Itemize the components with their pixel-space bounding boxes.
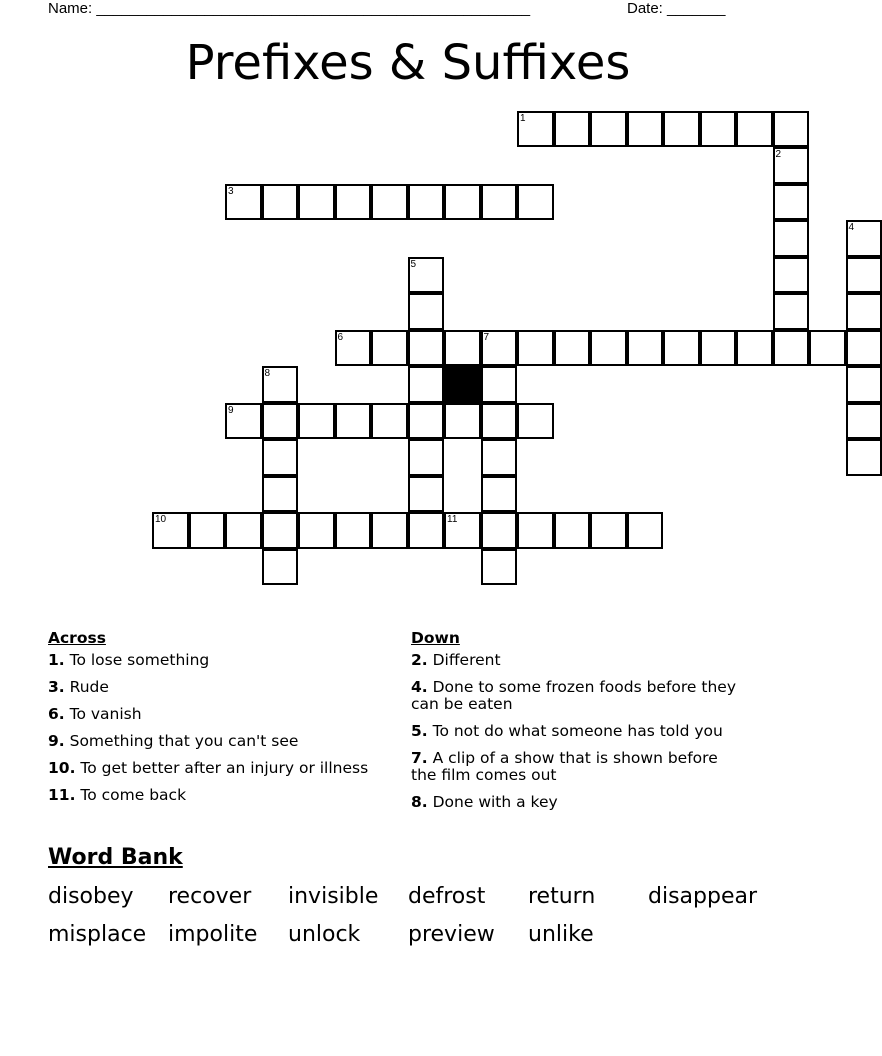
grid-cell[interactable] [627,111,664,148]
grid-cell[interactable] [262,403,299,440]
grid-cell[interactable] [700,111,737,148]
grid-cell[interactable] [408,439,445,476]
clue-number-label: 10. [48,759,76,777]
clue-number: 6 [337,331,344,343]
grid-cell[interactable] [481,439,518,476]
clue-item [48,652,378,669]
grid-cell[interactable] [627,330,664,367]
grid-cell[interactable] [736,111,773,148]
word-bank-title: Word Bank [48,845,183,870]
grid-cell[interactable] [371,403,408,440]
clue-text: A clip of a show that is shown before the film comes out [411,749,718,784]
grid-cell[interactable] [773,257,810,294]
clue-number-label: 6. [48,705,65,723]
grid-cell[interactable] [590,111,627,148]
down-clues [411,630,741,821]
down-heading: Down [411,629,460,647]
clue-text: Different [427,651,501,669]
clue-number-label: 3. [48,678,65,696]
clue-item [48,733,378,750]
grid-cell[interactable] [846,220,882,257]
grid-cell[interactable] [408,330,445,367]
grid-cell[interactable] [627,512,664,549]
grid-cell[interactable] [481,330,518,367]
word-bank-word: disappear [648,884,758,909]
grid-cell[interactable] [371,184,408,221]
word-bank-word: unlock [288,922,361,947]
grid-cell[interactable] [262,439,299,476]
grid-cell[interactable] [262,366,299,403]
grid-cell[interactable] [700,330,737,367]
clue-item [411,794,741,811]
clue-number: 8 [264,368,271,379]
name-field: Name: ____________________________________________________ [48,0,531,17]
grid-cell[interactable] [262,184,299,221]
grid-cell[interactable] [773,111,810,148]
across-clues [48,630,378,814]
black-square [444,366,481,403]
grid-cell[interactable] [846,330,882,367]
grid-cell[interactable] [408,293,445,330]
clue-number-label: 9. [48,732,65,750]
clue-number-label: 8. [411,793,428,811]
grid-cell[interactable] [773,330,810,367]
grid-cell[interactable] [371,330,408,367]
word-bank-word: invisible [288,884,379,909]
grid-cell[interactable] [298,403,335,440]
clue-text: Done to some frozen foods before they can be eaten [411,678,737,713]
grid-cell[interactable] [444,403,481,440]
clue-number: 4 [848,222,855,233]
grid-cell[interactable] [517,403,554,440]
grid-cell[interactable] [408,476,445,513]
grid-cell[interactable] [809,330,846,367]
grid-cell[interactable] [590,512,627,549]
grid-cell[interactable] [517,512,554,549]
clue-number: 2 [775,149,782,160]
grid-cell[interactable] [481,512,518,549]
grid-cell[interactable] [773,184,810,221]
grid-cell[interactable] [481,184,518,221]
grid-cell[interactable] [554,111,591,148]
clue-item [48,760,378,777]
grid-cell[interactable] [262,549,299,586]
grid-cell[interactable] [517,184,554,221]
clue-text: Something that you can't see [64,732,299,750]
grid-cell[interactable] [408,403,445,440]
clue-item [48,706,378,723]
grid-cell[interactable] [773,147,810,184]
clue-number: 11 [447,514,458,525]
clue-number: 7 [483,331,490,343]
grid-cell[interactable] [298,512,335,549]
word-bank-word: disobey [48,884,134,909]
grid-cell[interactable] [773,220,810,257]
grid-cell[interactable] [590,330,627,367]
clue-number: 5 [410,258,417,270]
clue-item [411,679,741,713]
grid-cell[interactable] [335,330,372,367]
word-bank-word: impolite [168,922,258,947]
grid-cell[interactable] [846,257,882,294]
clue-number: 9 [228,404,234,416]
word-bank-word: unlike [528,922,594,947]
grid-cell[interactable] [444,184,481,221]
clue-text: To get better after an injury or illness [75,759,369,777]
clue-text: Rude [64,678,109,696]
date-field: Date: _______ [627,0,726,17]
grid-cell[interactable] [298,184,335,221]
clue-item [411,750,741,784]
clue-number-label: 1. [48,651,65,669]
grid-cell[interactable] [225,512,262,549]
clue-number-label: 5. [411,722,428,740]
clue-text: To come back [75,786,187,804]
grid-cell[interactable] [846,403,882,440]
clue-item [411,723,741,740]
word-bank-word: return [528,884,596,909]
grid-cell[interactable] [189,512,226,549]
clue-number-label: 4. [411,678,428,696]
word-bank-word: recover [168,884,252,909]
grid-cell[interactable] [846,293,882,330]
grid-cell[interactable] [444,512,481,549]
word-bank-word: preview [408,922,495,947]
grid-cell[interactable] [225,184,262,221]
grid-cell[interactable] [663,330,700,367]
grid-cell[interactable] [152,512,189,549]
grid-cell[interactable] [481,476,518,513]
clue-number-label: 2. [411,651,428,669]
clue-item [411,652,741,669]
word-bank-word: defrost [408,884,486,909]
grid-cell[interactable] [408,512,445,549]
word-bank-word: misplace [48,922,147,947]
grid-cell[interactable] [736,330,773,367]
page-title: Prefixes & Suffixes [185,35,631,91]
grid-cell[interactable] [481,549,518,586]
grid-cell[interactable] [517,330,554,367]
clue-number-label: 11. [48,786,76,804]
grid-cell[interactable] [408,366,445,403]
grid-cell[interactable] [554,512,591,549]
clue-item [48,679,378,696]
clue-text: To not do what someone has told you [427,722,723,740]
grid-cell[interactable] [335,184,372,221]
clue-text: To lose something [64,651,210,669]
clue-number-label: 7. [411,749,428,767]
clue-number: 10 [155,514,167,525]
grid-cell[interactable] [335,512,372,549]
grid-cell[interactable] [773,293,810,330]
grid-cell[interactable] [517,111,554,148]
grid-cell[interactable] [371,512,408,549]
grid-cell[interactable] [262,476,299,513]
grid-cell[interactable] [408,257,445,294]
grid-cell[interactable] [225,403,262,440]
grid-cell[interactable] [846,439,882,476]
clue-text: Done with a key [427,793,558,811]
clue-item [48,787,378,804]
grid-cell[interactable] [846,366,882,403]
grid-cell[interactable] [408,184,445,221]
grid-cell[interactable] [554,330,591,367]
grid-cell[interactable] [444,330,481,367]
grid-cell[interactable] [663,111,700,148]
across-heading: Across [48,629,106,647]
grid-cell[interactable] [335,403,372,440]
grid-cell[interactable] [262,512,299,549]
grid-cell[interactable] [481,403,518,440]
clue-number: 1 [520,112,526,124]
grid-cell[interactable] [481,366,518,403]
clue-number: 3 [228,185,234,197]
clue-text: To vanish [64,705,142,723]
